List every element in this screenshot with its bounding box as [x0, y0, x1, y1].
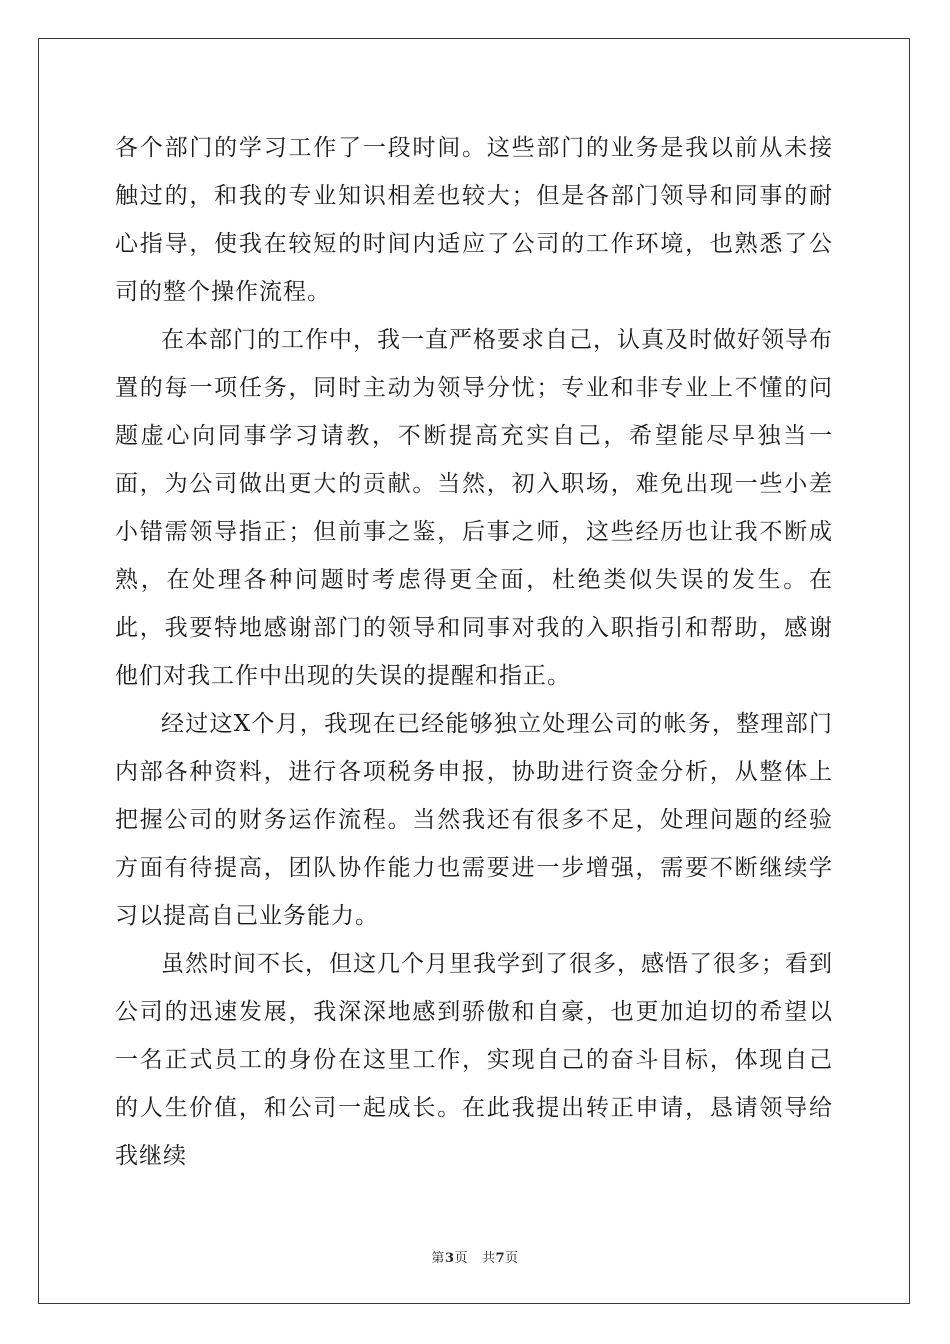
page-total: 7	[495, 1251, 506, 1266]
total-suffix: 页	[505, 1251, 519, 1266]
page-current: 3	[444, 1251, 455, 1266]
paragraph-4: 虽然时间不长，但这几个月里我学到了很多，感悟了很多；看到公司的迅速发展，我深深地感到骄傲和自豪，也更加迫切的希望以一名正式员工的身份在这里工作，实现自己的奋斗目标，体现自己的人生价值，和公司一起成长。在此我提出转正申请，恳请领导给我继续	[115, 951, 833, 1169]
page-suffix: 页	[454, 1251, 468, 1266]
paragraph-1: 各个部门的学习工作了一段时间。这些部门的业务是我以前从未接触过的，和我的专业知识相差也较大；但是各部门领导和同事的耐心指导，使我在较短的时间内适应了公司的工作环境，也熟悉了公司的整个操作流程。	[115, 135, 833, 305]
page-number-footer	[0, 1247, 950, 1266]
paragraph-2: 在本部门的工作中，我一直严格要求自己，认真及时做好领导布置的每一项任务，同时主动为领导分忧；专业和非专业上不懂的问题虚心向同事学习请教，不断提高充实自己，希望能尽早独当一面，为公司做出更大的贡献。当然，初入职场，难免出现一些小差小错需领导指正；但前事之鉴，后事之师，这些经历也让我不断成熟，在处理各种问题时考虑得更全面，杜绝类似失误的发生。在此，我要特地感谢部门的领导和同事对我的入职指引和帮助，感谢他们对我工作中出现的失误的提醒和指正。	[115, 327, 833, 689]
page-prefix: 第	[431, 1251, 445, 1266]
paragraph-3: 经过这X个月，我现在已经能够独立处理公司的帐务，整理部门内部各种资料，进行各项税务申报，协助进行资金分析，从整体上把握公司的财务运作流程。当然我还有很多不足，处理问题的经验方面有待提高，团队协作能力也需要进一步增强，需要不断继续学习以提高自己业务能力。	[115, 711, 833, 929]
document-body	[115, 124, 833, 1180]
total-prefix: 共	[482, 1251, 496, 1266]
